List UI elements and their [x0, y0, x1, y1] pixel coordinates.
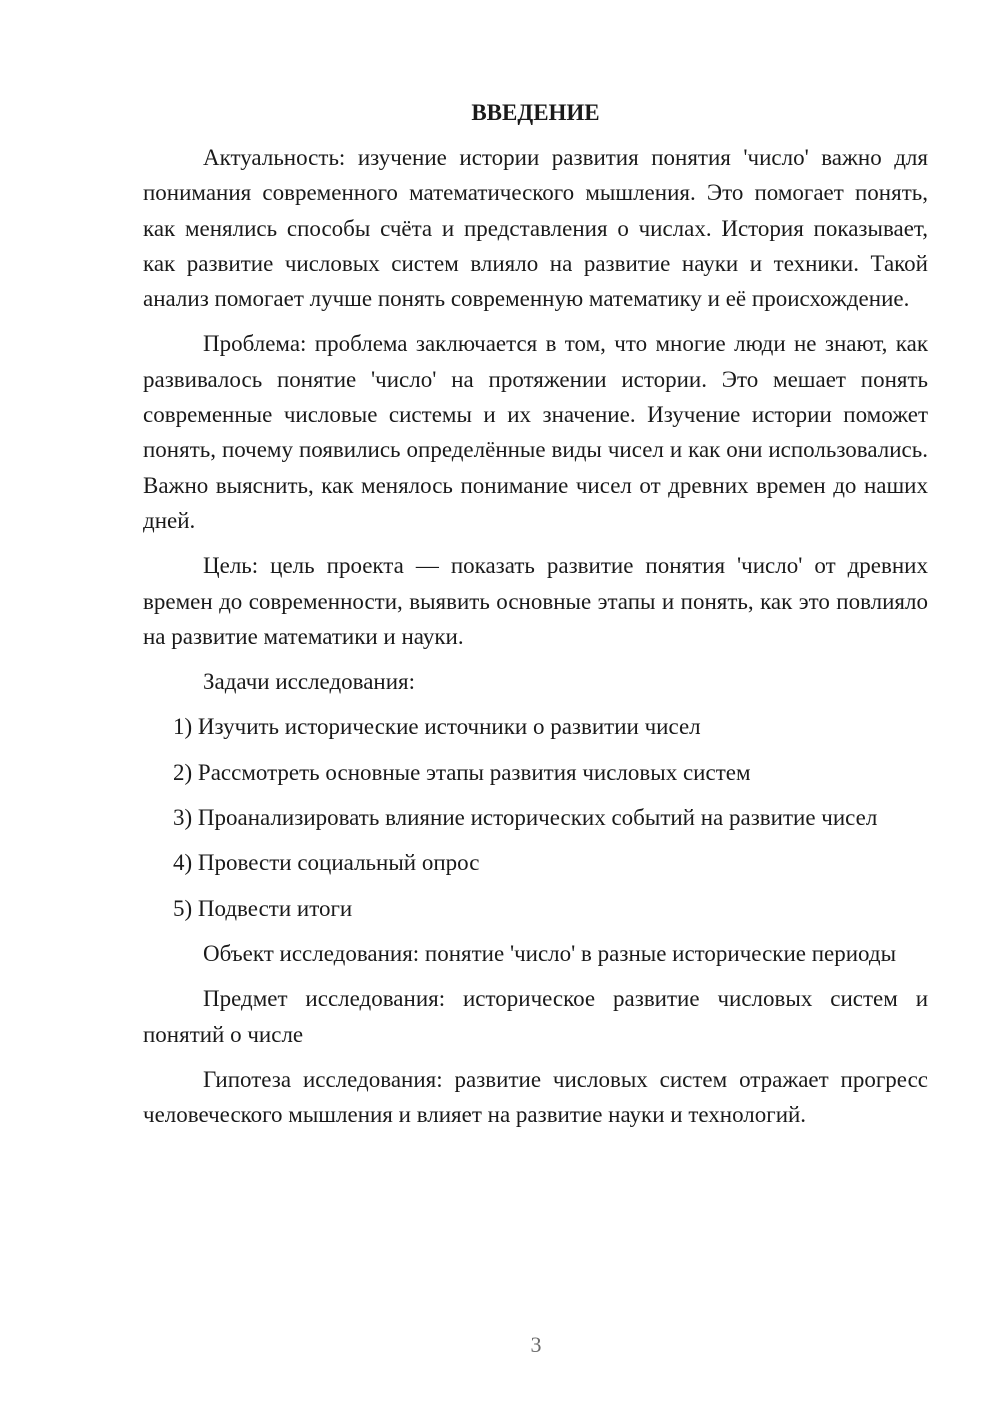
paragraph-problem: Проблема: проблема заключается в том, что многие люди не знают, как развивалось понятие 'число' на протяжении истории. Это мешает понять современные числовые системы и их значение. Изучение истории поможет понять, почему появились определённые виды чисел и как они использовались. Важно выяснить, как менялось понимание чисел от древних времен до наших дней.: [143, 331, 928, 533]
task-item: 3) Проанализировать влияние исторических событий на развитие чисел: [173, 805, 878, 831]
paragraph-hypothesis: Гипотеза исследования: развитие числовых систем отражает прогресс человеческого мышления и влияет на развитие науки и технологий.: [143, 1066, 928, 1128]
task-item: 5) Подвести итоги: [173, 895, 353, 921]
task-item: 1) Изучить исторические источники о развитии чисел: [173, 714, 701, 740]
paragraph-tasks-heading: Задачи исследования:: [203, 669, 416, 695]
paragraph-goal: Цель: цель проекта — показать развитие понятия 'число' от древних времен до современности, выявить основные этапы и понять, как это повлияло на развитие математики и науки.: [143, 553, 928, 649]
page-title: ВВЕДЕНИЕ: [471, 100, 600, 125]
task-item: 4) Провести социальный опрос: [173, 850, 480, 876]
page-number: 3: [530, 1332, 542, 1357]
paragraph-object: Объект исследования: понятие 'число' в разные исторические периоды: [203, 940, 897, 966]
paragraph-relevance: Актуальность: изучение истории развития понятия 'число' важно для понимания современного математического мышления. Это помогает понять, как менялись способы счёта и представления о числах. История показывает, как развитие числовых систем влияло на развитие науки и техники. Такой анализ помогает лучше понять современную математику и её происхождение.: [143, 145, 928, 312]
task-item: 2) Рассмотреть основные этапы развития числовых систем: [173, 759, 751, 785]
page-content: [143, 95, 928, 1142]
paragraph-subject: Предмет исследования: историческое развитие числовых систем и понятий о числе: [143, 986, 928, 1047]
